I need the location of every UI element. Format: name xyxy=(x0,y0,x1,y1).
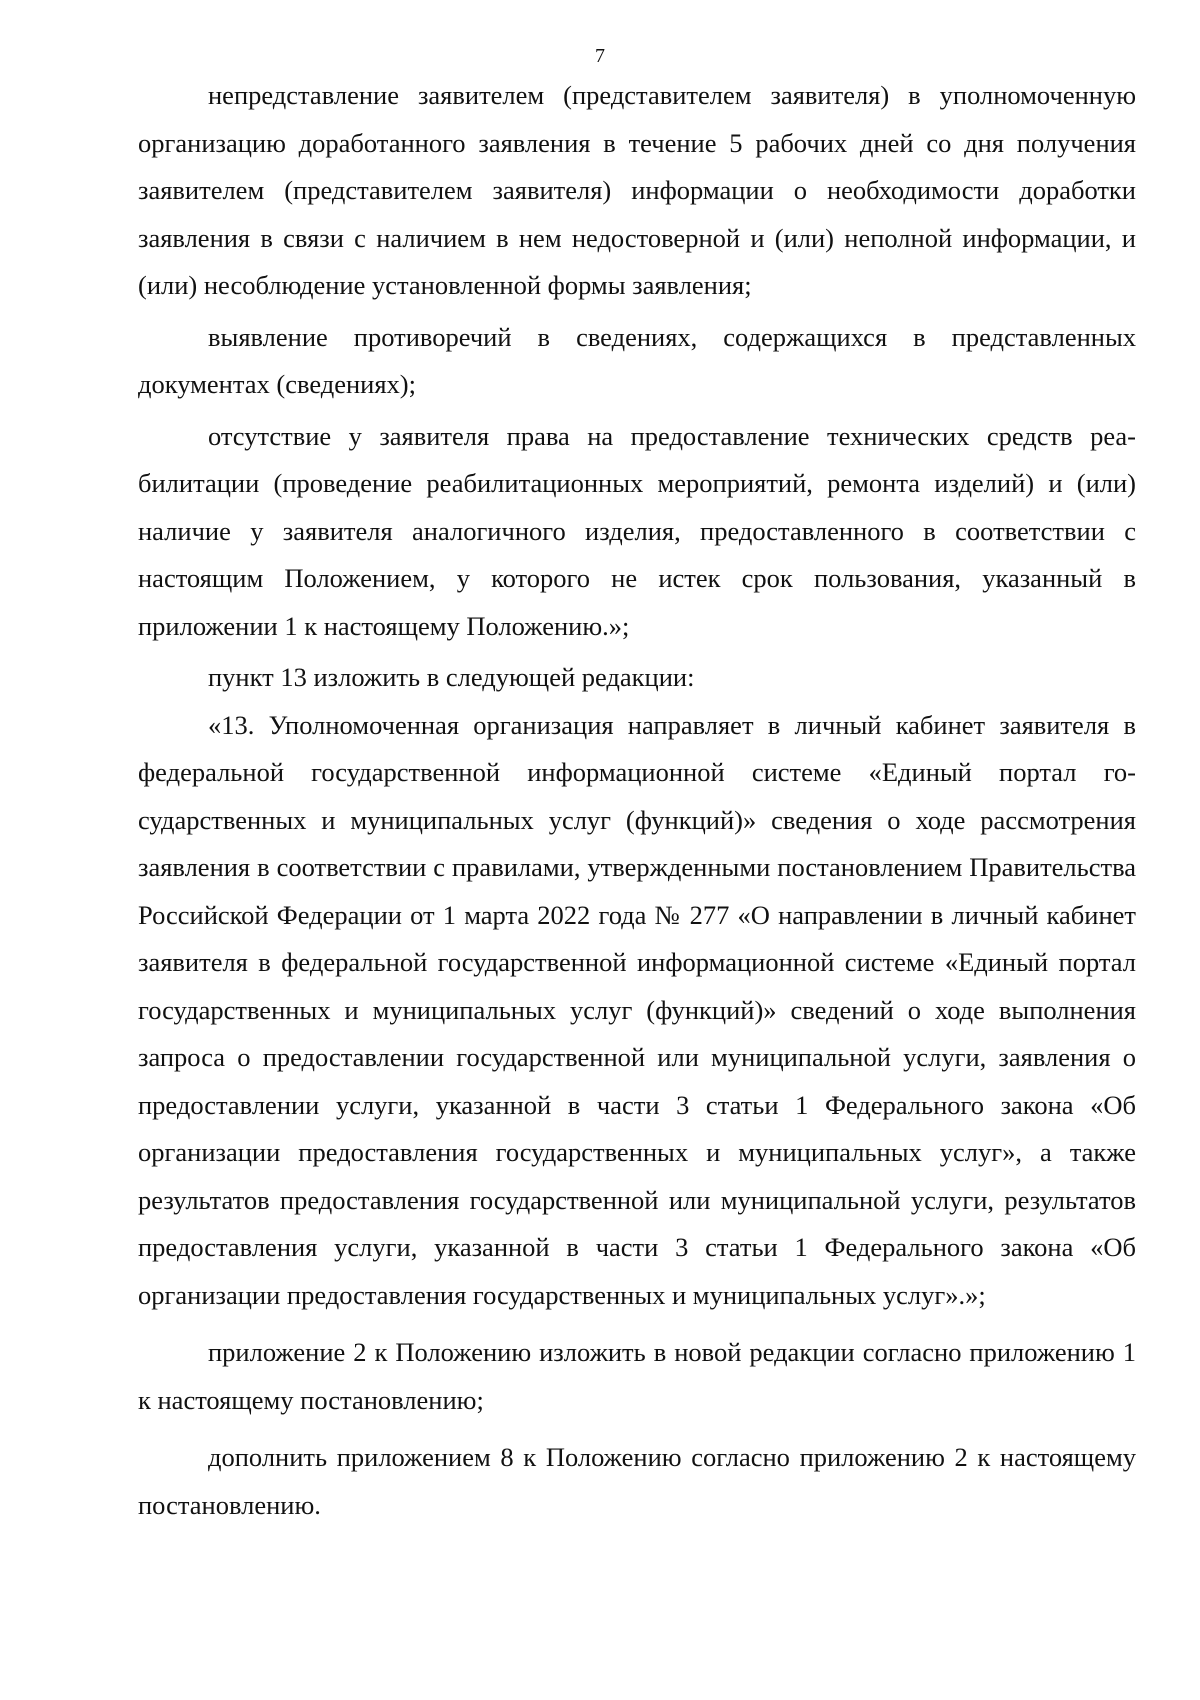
page-number: 7 xyxy=(595,45,605,67)
paragraph-2: выявление противоречий в сведениях, содержащихся в представленных документах (сведениях); xyxy=(138,321,1136,399)
paragraph-5: «13. Уполномоченная организация направляет в личный кабинет заявителя в федеральной государственной информационной системе «Единый портал государственных и муниципальных услуг (функций)» сведения о ходе рассмотрения заявления в соответствии с правилами, утвержденными постановлением Правительства Российской Федерации от 1 марта 2022 года № 277 «О направлении в личный кабинет заявителя в федеральной государственной информационной системе «Единый портал государственных и муниципальных услуг (функций)» сведений о ходе выполнения запроса о предоставлении государственной или муниципальной услуги, заявления о предоставлении услуги, указанной в части 3 статьи 1 Федерального закона «Об организации предоставления государственных и муниципальных услуг», а также результатов предоставления государственной или муниципальной услуги, результатов предоставления услуги, указанной в части 3 статьи 1 Федерального закона «Об организации предоставления государственных и муниципальных услуг».»; xyxy=(138,709,1136,1310)
paragraph-3: отсутствие у заявителя права на предоставление технических средств реабилитации (проведение реабилитационных мероприятий, ремонта изделий) и (или) наличие у заявителя аналогичного изделия, предоставленного в соответствии с настоящим Положением, у которого не истек срок пользования, указанный в приложении 1 к настоящему Положению.»; xyxy=(138,420,1136,641)
paragraph-7: дополнить приложением 8 к Положению согласно приложению 2 к настоящему постановлению. xyxy=(138,1442,1136,1520)
paragraph-1: непредставление заявителем (представителем заявителя) в уполномоченную организацию доработанного заявления в течение 5 рабочих дней со дня получения заявителем (представителем заявителя) информации о необходимости доработки заявления в связи с наличием в нем недостоверной и (или) неполной информации, и (или) несоблюдение установленной формы заявления; xyxy=(138,80,1136,300)
document-body xyxy=(138,72,1136,1529)
paragraph-6: приложение 2 к Положению изложить в новой редакции согласно приложению 1 к настоящему постановлению; xyxy=(138,1337,1136,1415)
paragraph-4: пункт 13 изложить в следующей редакции: xyxy=(208,662,695,692)
